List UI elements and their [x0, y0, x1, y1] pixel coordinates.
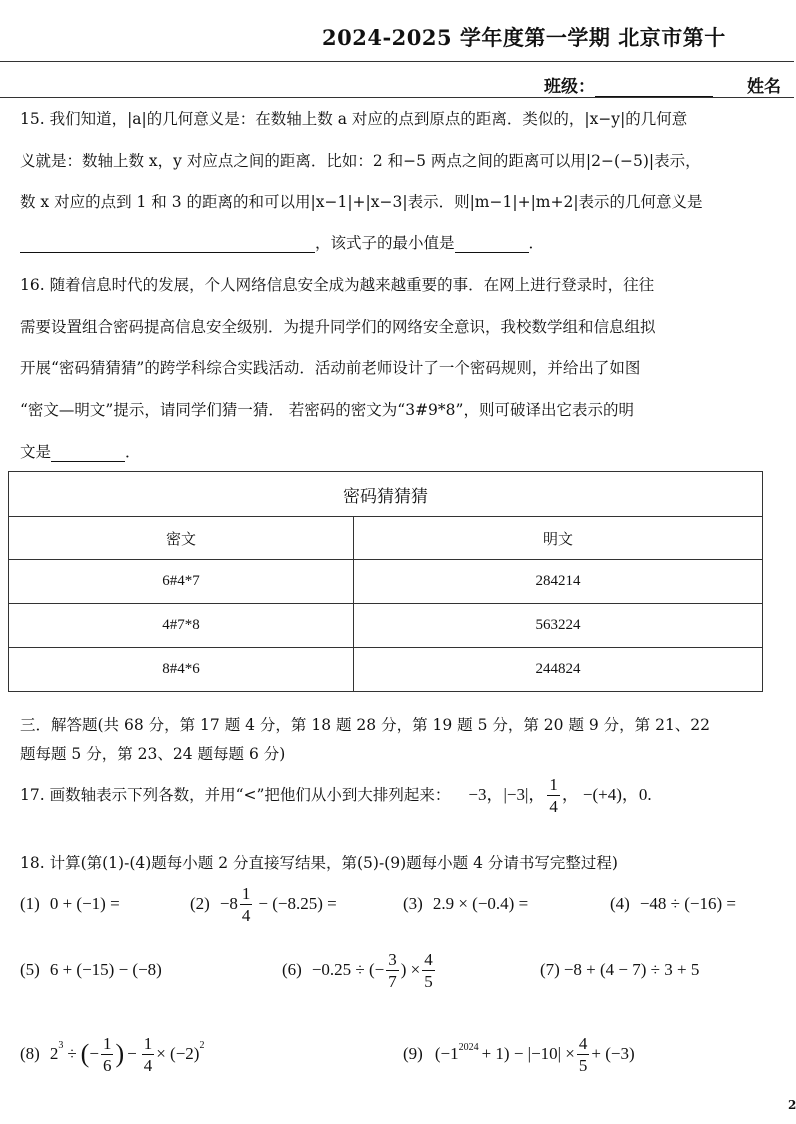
part-label: (4): [610, 894, 630, 913]
table-caption: 密码猜猜猜: [9, 472, 763, 517]
fraction: [101, 1035, 114, 1074]
q15-line-2: 义就是：数轴上数 x，y 对应点之间的距离．比如：2 和−5 两点之间的距离可以用|2−(−5)|表示，: [20, 152, 701, 170]
table-row: [9, 604, 763, 648]
q15-line-1: 15. 我们知道，|a|的几何意义是：在数轴上数 a 对应的点到原点的距离．类似的，|x−y|的几何意: [20, 110, 688, 128]
frac-numerator: 4: [424, 949, 433, 969]
exam-title: 2024-2025 学年度第一学期 北京市第十: [322, 25, 726, 50]
fraction: [386, 951, 399, 990]
part-expression: −: [127, 1044, 137, 1063]
table-cell: 563224: [354, 604, 763, 648]
part-label: (9): [403, 1044, 423, 1063]
q18-part-6: [282, 948, 437, 992]
frac-denominator: 5: [578, 1055, 588, 1075]
table-cell: 244824: [354, 648, 763, 692]
q18-part-2: [190, 882, 337, 926]
q16-line-2: 需要设置组合密码提高信息安全级别．为提升同学们的网络安全意识，我校数学组和信息组拟: [20, 318, 656, 336]
part-expression: × (−2): [156, 1044, 200, 1063]
part-expression: 2.9 × (−0.4) =: [432, 894, 529, 913]
exponent: 2: [199, 1040, 205, 1051]
part-expression: + 1) − |−10| ×: [481, 1044, 575, 1063]
q18-part-9: [403, 1030, 635, 1078]
part-label: (1): [20, 894, 40, 913]
part-label: (8): [20, 1044, 40, 1063]
q17-num-1: −3，: [468, 785, 504, 804]
part-label: (7): [540, 960, 560, 979]
frac-numerator: 3: [388, 949, 397, 969]
part-expression: ) ×: [400, 960, 421, 979]
part-expression: −8: [219, 894, 238, 913]
frac-denominator: 4: [143, 1055, 153, 1075]
q17-num-3: ，: [561, 785, 579, 804]
q16-line-4: “密文—明文”提示，请同学们猜一猜． 若密码的密文为“3#9*8”，则可破译出它表示的明: [20, 401, 634, 419]
q18-part-5: [20, 948, 162, 992]
q16-line-5-text: 文是: [20, 443, 52, 461]
part-expression: −48 ÷ (−16) =: [639, 894, 736, 913]
frac-denominator: 4: [241, 905, 251, 925]
part-expression: (−1: [434, 1044, 459, 1063]
fraction: [142, 1035, 155, 1074]
table-row: [9, 648, 763, 692]
part-label: (5): [20, 960, 40, 979]
page-number: 2: [788, 1098, 796, 1112]
q16-line-1: 16. 随着信息时代的发展，个人网络信息安全成为越来越重要的事．在网上进行登录时，往往: [20, 276, 655, 294]
frac-denominator: 4: [549, 796, 558, 816]
fraction: [422, 951, 435, 990]
cipher-table: [8, 471, 763, 692]
part-label: (3): [403, 894, 423, 913]
part-expression: ÷: [67, 1044, 77, 1063]
header-rule-2: [0, 97, 794, 98]
name-label: 姓名: [747, 77, 781, 97]
part-label: (6): [282, 960, 302, 979]
frac-numerator: 1: [102, 1033, 112, 1053]
frac-numerator: 1: [241, 883, 251, 903]
table-cell: 8#4*6: [9, 648, 354, 692]
q15-line-4-text: ，该式子的最小值是: [315, 234, 455, 252]
exponent: 2024: [458, 1042, 479, 1053]
part-expression: − (−8.25) =: [258, 894, 337, 913]
q15-line-3: 数 x 对应的点到 1 和 3 的距离的和可以用|x−1|+|x−3|表示．则|m−1|+|m+2|表示的几何意义是: [20, 193, 703, 211]
section3-line-1: 三．解答题(共 68 分，第 17 题 4 分，第 18 题 28 分，第 19 题 5 分，第 20 题 9 分，第 21、22: [20, 716, 711, 734]
q18-part-7: [540, 948, 699, 992]
exponent: 3: [58, 1040, 64, 1051]
q15-line-4-end: ．: [528, 234, 545, 252]
part-expression: −0.25 ÷ (−: [311, 960, 385, 979]
frac-numerator: 1: [549, 774, 558, 794]
part-expression: −8 + (4 − 7) ÷ 3 + 5: [563, 960, 700, 979]
class-label: 班级：: [544, 77, 595, 97]
q15-answer-blank-1[interactable]: [20, 238, 315, 253]
q17-num-2: |−3|，: [503, 785, 546, 804]
q16-line-3: 开展“密码猜猜猜”的跨学科综合实践活动．活动前老师设计了一个密码规则，并给出了如图: [20, 359, 641, 377]
fraction: [577, 1035, 590, 1074]
table-cell: 6#4*7: [9, 560, 354, 604]
frac-numerator: 1: [143, 1033, 153, 1053]
table-cell: 4#7*8: [9, 604, 354, 648]
q18-part-4: [610, 882, 736, 926]
part-expression: 0 + (−1) =: [49, 894, 120, 913]
mixed-fraction: [240, 885, 253, 924]
q16-line-5: [20, 442, 141, 462]
frac-numerator: 4: [578, 1033, 588, 1053]
q18-part-8: (8) 2 $^3$ ÷ ( − $\frac{1}{6}$ ) − $\frac{1}{4}$ × (−2) $^2$: [20, 1033, 205, 1075]
section3-line-2: 题每题 5 分，第 23、24 题每题 6 分): [20, 745, 286, 763]
q15-answer-blank-2[interactable]: [455, 238, 529, 253]
part-expression: + (−3): [591, 1044, 635, 1063]
table-cell: 284214: [354, 560, 763, 604]
frac-denominator: 7: [388, 971, 397, 991]
frac-denominator: 5: [424, 971, 433, 991]
header-ciphertext: 密文: [9, 517, 354, 560]
q17: [20, 773, 652, 817]
q18-part-3: [403, 882, 528, 926]
table-row: [9, 560, 763, 604]
q16-line-5-end: ．: [125, 443, 141, 461]
part-label: (2): [190, 894, 210, 913]
q17-fraction: [547, 776, 560, 815]
q17-text: 17. 画数轴表示下列各数，并用“<”把他们从小到大排列起来：: [20, 786, 451, 804]
part-expression: 2: [49, 1044, 59, 1063]
q17-num-4: −(+4)，0.: [582, 785, 652, 804]
frac-denominator: 6: [102, 1055, 112, 1075]
student-info-row: [544, 72, 781, 97]
q18-part-1: [20, 882, 120, 926]
q16-answer-blank[interactable]: [51, 447, 125, 462]
q18-heading: 18. 计算(第(1)-(4)题每小题 2 分直接写结果，第(5)-(9)题每小题 4 分请书写完整过程): [20, 854, 618, 872]
q15-line-4: [20, 233, 544, 253]
header-plaintext: 明文: [354, 517, 763, 560]
part-expression: 6 + (−15) − (−8): [49, 960, 162, 979]
header-rule: [0, 61, 794, 62]
